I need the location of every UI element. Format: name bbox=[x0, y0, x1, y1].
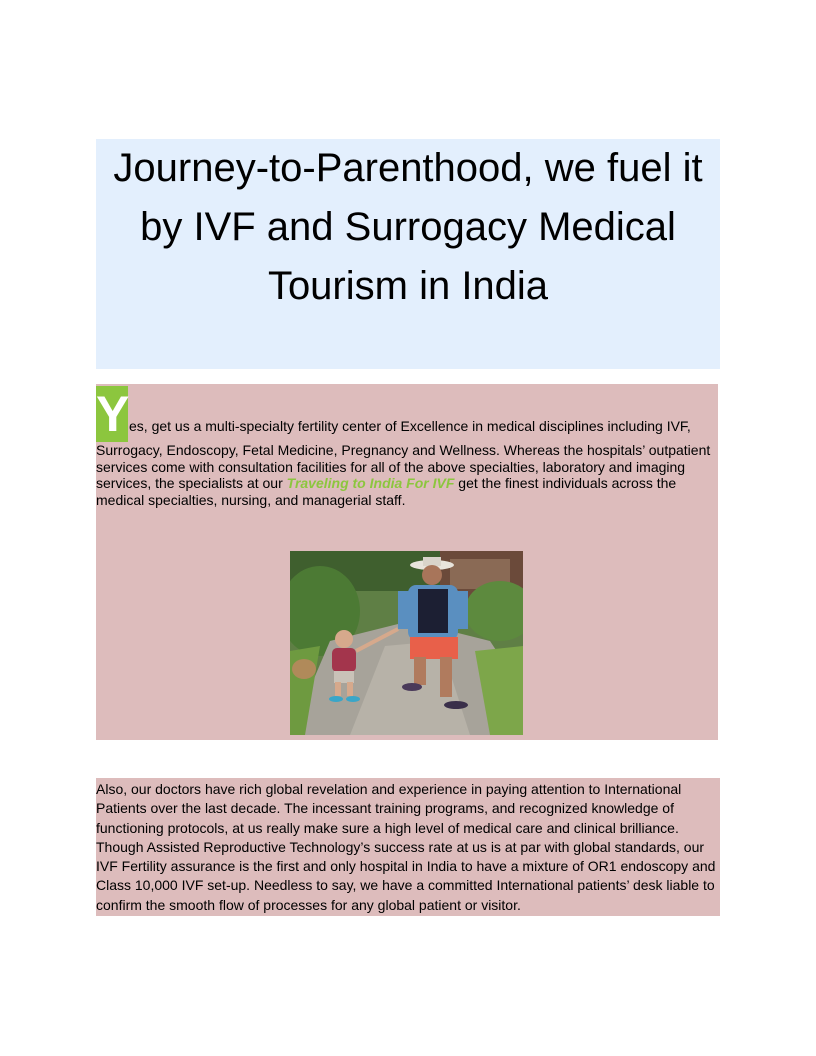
intro-body bbox=[96, 442, 718, 508]
father-and-child-photo bbox=[290, 551, 523, 735]
title-line-3: Tourism in India bbox=[267, 264, 549, 308]
intro-body-after-link: get the finest individuals across the medical specialties, nursing, and managerial staff. bbox=[96, 475, 677, 508]
photo-illustration bbox=[290, 551, 523, 735]
page-title bbox=[96, 139, 720, 316]
intro-paragraph bbox=[96, 384, 718, 508]
second-section bbox=[96, 778, 720, 916]
title-line-2: by IVF and Surrogacy Medical bbox=[140, 205, 676, 249]
intro-first-line-text: es, get us a multi-specialty fertility center of Excellence in medical disciplines including IVF, bbox=[129, 418, 691, 434]
title-line-1: Journey-to-Parenthood, we fuel it bbox=[113, 146, 703, 190]
second-paragraph: Also, our doctors have rich global revelation and experience in paying attention to International Patients over the last decade. The incessant training programs, and recognized knowledge of functioning protocols, at us really make sure a high level of medical care and clinical brilliance. Though Assisted Reproductive Technology’s success rate at us is at par with global standards, our IVF Fertility assurance is the first and only hospital in India to have a mixture of OR1 endoscopy and Class 10,000 IVF set-up. Needless to say, we have a committed International patients’ desk liable to confirm the smooth flow of processes for any global patient or visitor. bbox=[96, 781, 716, 913]
intro-section bbox=[96, 384, 718, 740]
drop-cap: Y bbox=[96, 386, 130, 442]
traveling-to-india-link[interactable]: Traveling to India For IVF bbox=[286, 475, 455, 491]
intro-first-line bbox=[96, 384, 718, 442]
intro-body-before-link: Surrogacy, Endoscopy, Fetal Medicine, Pregnancy and Wellness. Whereas the hospitals’ outpatient services come with consultation facilities for all of the above specialties, laboratory and imaging services, the specialists at our bbox=[96, 442, 711, 491]
title-box bbox=[96, 139, 720, 369]
